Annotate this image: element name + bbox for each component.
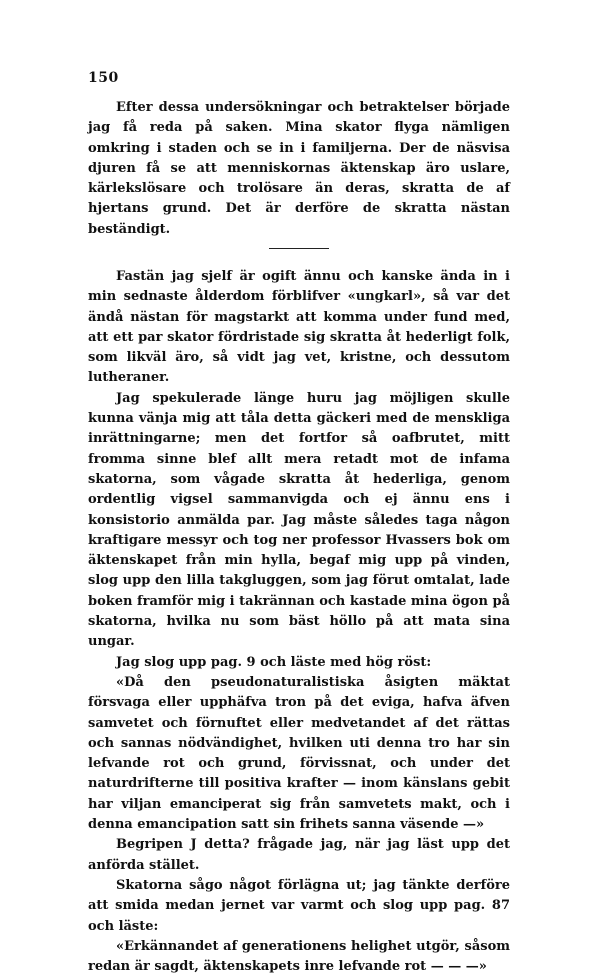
quotation-paragraph: «Erkännandet af generationens helighet utgör, såsom redan är sagdt, äktenskapets inre lefvande rot — — —» bbox=[88, 938, 510, 975]
paragraph: Jag slog upp pag. 9 och läste med hög röst: bbox=[116, 654, 432, 670]
page-number: 150 bbox=[88, 70, 119, 86]
paragraph: Skatorna sågo något förlägna ut; jag tänkte derföre att smida medan jernet var varmt och slog upp pag. 87 och läste: bbox=[88, 877, 510, 934]
quotation-paragraph: «Då den pseudonaturalistiska åsigten mäktat försvaga eller upphäfva tron på det eviga, hafva äfven samvetet och förnuftet eller medvetandet af det rättas och sannas nödvändighet, hvilken uti denna tro har sin lefvande rot och grund, förvissnat, och under det naturdrifterne till positiva krafter — inom känslans gebit har viljan emanciperat sig från samvetets makt, och i denna emancipation satt sin frihets sanna väsende —» bbox=[88, 674, 510, 833]
paragraph: Jag spekulerade länge huru jag möjligen skulle kunna vänja mig att tåla detta gäckeri med de menskliga inrättningarne; men det fortfor så oafbrutet, mitt fromma sinne blef allt mera retadt mot de infama skatorna, som vågade skratta åt hederliga, genom ordentlig vigsel sammanvigda och ej ännu ens i konsistorio anmälda par. Jag måste således taga någon kraftigare messyr och tog ner professor Hvassers bok om äktenskapet från min hylla, begaf mig upp på vinden, slog upp den lilla takgluggen, som jag förut omtalat, lade boken framför mig i takrännan och kastade mina ögon på skatorna, hvilka nu som bäst höllo på att mata sina ungar. bbox=[88, 390, 510, 650]
paragraph: Begripen J detta? frågade jag, när jag läst upp det anförda stället. bbox=[88, 837, 510, 873]
section-two-text bbox=[88, 267, 510, 977]
paragraph: Fastän jag sjelf är ogift ännu och kanske ända in i min sednaste ålderdom förblifver «ungkarl», så var det ändå nästan för magstarkt att komma under fund med, att ett par skator fördristade sig skratta åt hederligt folk, som likväl äro, så vidt jag vet, kristne, och dessutom lutheraner. bbox=[88, 269, 510, 386]
section-separator bbox=[269, 248, 329, 249]
paragraph: Efter dessa undersökningar och betraktelser började jag få reda på saken. Mina skator flyga nämligen omkring i staden och se in i familjerna. Der de näsvisa djuren få se att menniskornas äktenskap äro uslare, kärlekslösare och trolösare än deras, skratta de af hjertans grund. Det är derföre de skratta nästan beständigt. bbox=[88, 100, 510, 237]
section-one-text bbox=[88, 98, 510, 240]
